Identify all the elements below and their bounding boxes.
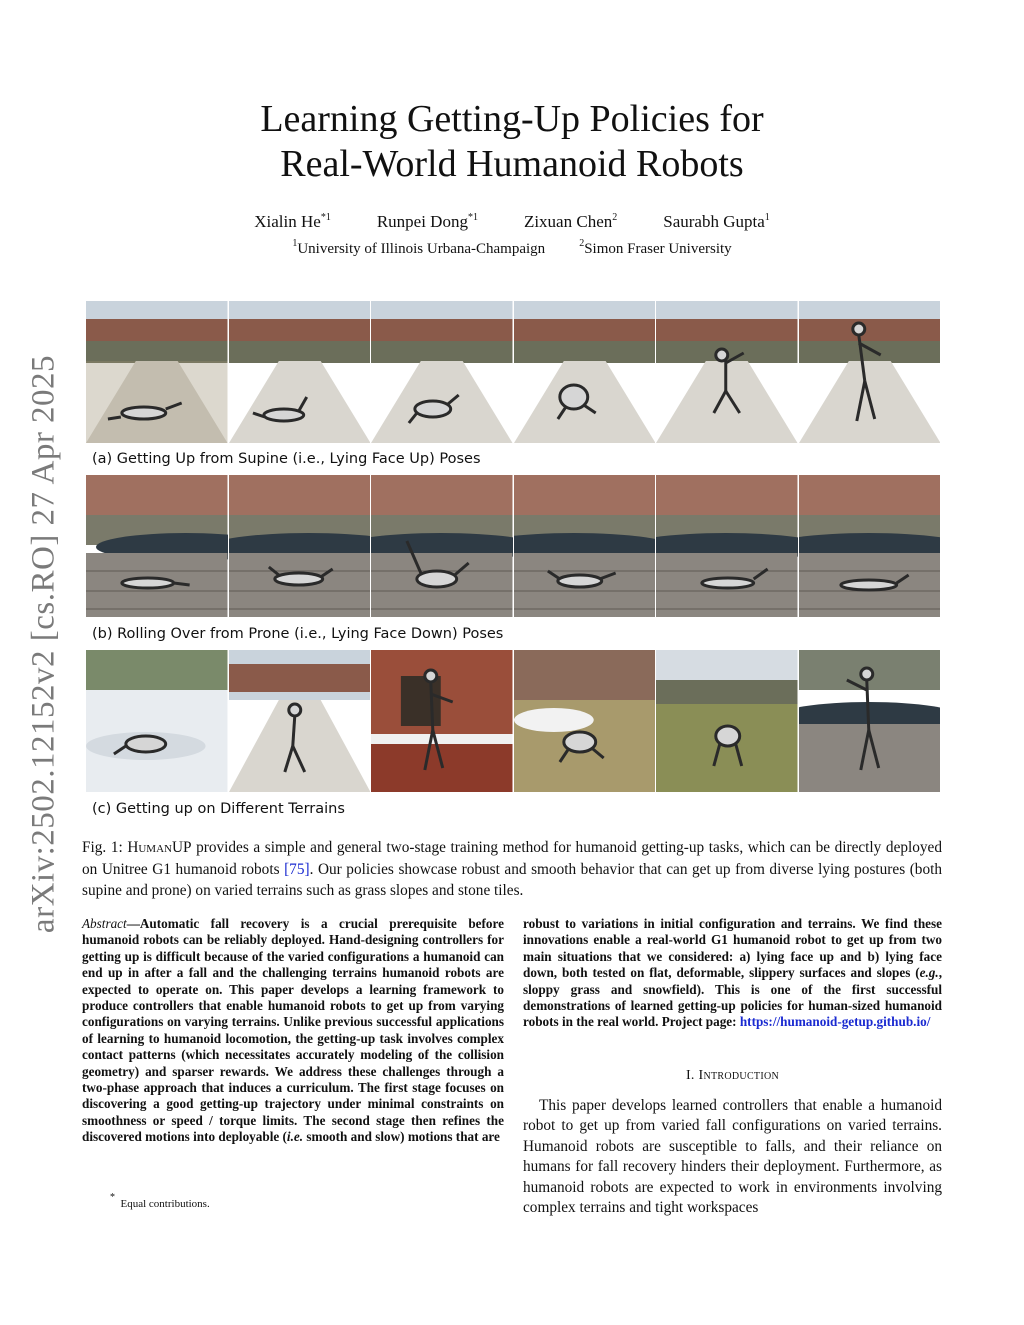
photo-frame (799, 301, 941, 443)
sidewalk-robot-photo (656, 301, 798, 443)
sidewalk-robot-photo (371, 301, 513, 443)
sidewalk-robot-photo (514, 301, 656, 443)
affiliation-list (140, 238, 884, 258)
photo-frame (514, 301, 656, 443)
author: Xialin He$^{*1}$ (254, 212, 331, 231)
paper-title-line-1: Learning Getting-Up Policies for (260, 98, 764, 140)
author: Runpei Dong$^{*1}$ (376, 212, 478, 231)
figure-row-a (86, 301, 940, 443)
photo-frame (656, 301, 798, 443)
figure-caption: Fig. 1: HumanUP provides a simple and general two-stage training method for humanoid getting-up tasks, which can be directly deployed on Unitree G1 humanoid robots [75]. Our policies showcase robust and smooth behavior that can get up from diverse lying postures (both supine and prone) on varied terrains such as grass slopes and stone tiles. (82, 839, 942, 899)
plaza-robot-photo (371, 475, 513, 617)
figure-row-c (86, 650, 940, 792)
footnote: * Equal contributions. (110, 1192, 210, 1210)
photo-frame (799, 650, 941, 792)
plaza-robot-photo (656, 475, 798, 617)
photo-frame (229, 301, 371, 443)
author-list (140, 212, 884, 232)
abstract-continued: robust to variations in initial configuration and terrains. We find these innovations enable a real-world G1 humanoid robot to get up from two main situations that we considered: a) lying face up and b) lying face down, both tested on flat, deformable, slippery surfaces and slopes (e.g., sloppy grass and snowfield). This is one of the first successful demonstrations of learned getting-up policies for human-sized humanoid robots in the real world. Project page: https://humanoid-getup.github.io/ (523, 916, 942, 1030)
subfigure-c-label: (c) Getting up on Different Terrains (92, 801, 345, 817)
grass-slope-robot-photo (514, 650, 656, 792)
introduction-text: This paper develops learned controllers that enable a humanoid robot to get up from varied fall configurations on varied terrains. Humanoid robots are susceptible to falls, and their reliance on humans for fall recovery hinders their deployment. Furthermore, as humanoid robots are expected to work in environments involving complex terrains and tight workspaces (523, 1097, 942, 1217)
photo-frame (656, 650, 798, 792)
sidewalk-robot-photo (86, 301, 228, 443)
figure-row-b (86, 475, 940, 617)
project-page-link[interactable]: https://humanoid-getup.github.io/ (739, 1014, 931, 1030)
photo-frame (514, 475, 656, 617)
author: Zixuan Chen$^2$ (523, 212, 618, 231)
sidewalk-robot-photo (799, 301, 941, 443)
photo-frame (656, 475, 798, 617)
paper-title-line-2: Real-World Humanoid Robots (280, 143, 744, 185)
photo-frame (229, 650, 371, 792)
sidewalk-robot-photo (229, 301, 371, 443)
abstract: Abstract—Automatic fall recovery is a crucial prerequisite before humanoid robots can be reliably deployed. Hand-designing controllers for getting up is difficult because of the varied configurations a humanoid can end up in after a fall and the challenging terrains humanoid robots are expected to operate on. This paper develops a learning framework to produce controllers that enable humanoid robots to get up from varying configurations on varying terrains. Unlike previous successful applications of learning to humanoid locomotion, the getting-up task involves complex contact patterns (which necessitates accurately modeling of the collision geometry) and sparser rewards. We address these challenges through a two-phase approach that induces a curriculum. The first stage focuses on discovering a good getting-up trajectory under minimal constraints on smoothness or speed / torque limits. The second stage then refines the discovered motions into deployable (i.e. smooth and slow) motions that are (82, 916, 504, 1145)
author: Saurabh Gupta$^1$ (663, 212, 770, 231)
method-name: HumanUP (127, 839, 192, 856)
sidewalk-terrain-robot-photo (229, 650, 371, 792)
arxiv-stamp: arXiv:2502.12152v2 [cs.RO] 27 Apr 2025 (25, 354, 62, 934)
affiliation: $^2$Simon Fraser University (579, 238, 732, 257)
plaza-terrain-robot-photo (799, 650, 941, 792)
snow-terrain-robot-photo (86, 650, 228, 792)
photo-frame (371, 650, 513, 792)
plaza-robot-photo (514, 475, 656, 617)
brick-terrain-robot-photo (371, 650, 513, 792)
photo-frame (86, 650, 228, 792)
section-heading: I. Introduction (685, 1068, 780, 1083)
plaza-robot-photo (86, 475, 228, 617)
photo-frame (371, 475, 513, 617)
plaza-robot-photo (229, 475, 371, 617)
citation-link[interactable]: [75] (284, 860, 310, 878)
subfigure-a-label: (a) Getting Up from Supine (i.e., Lying Face Up) Poses (92, 451, 481, 467)
photo-frame (86, 301, 228, 443)
photo-frame (229, 475, 371, 617)
photo-frame (86, 475, 228, 617)
subfigure-b-label: (b) Rolling Over from Prone (i.e., Lying Face Down) Poses (92, 626, 504, 642)
plaza-robot-photo (799, 475, 941, 617)
photo-frame (799, 475, 941, 617)
photo-frame (514, 650, 656, 792)
photo-frame (371, 301, 513, 443)
lawn-terrain-robot-photo (656, 650, 798, 792)
affiliation: $^1$University of Illinois Urbana-Champaign (292, 238, 546, 257)
